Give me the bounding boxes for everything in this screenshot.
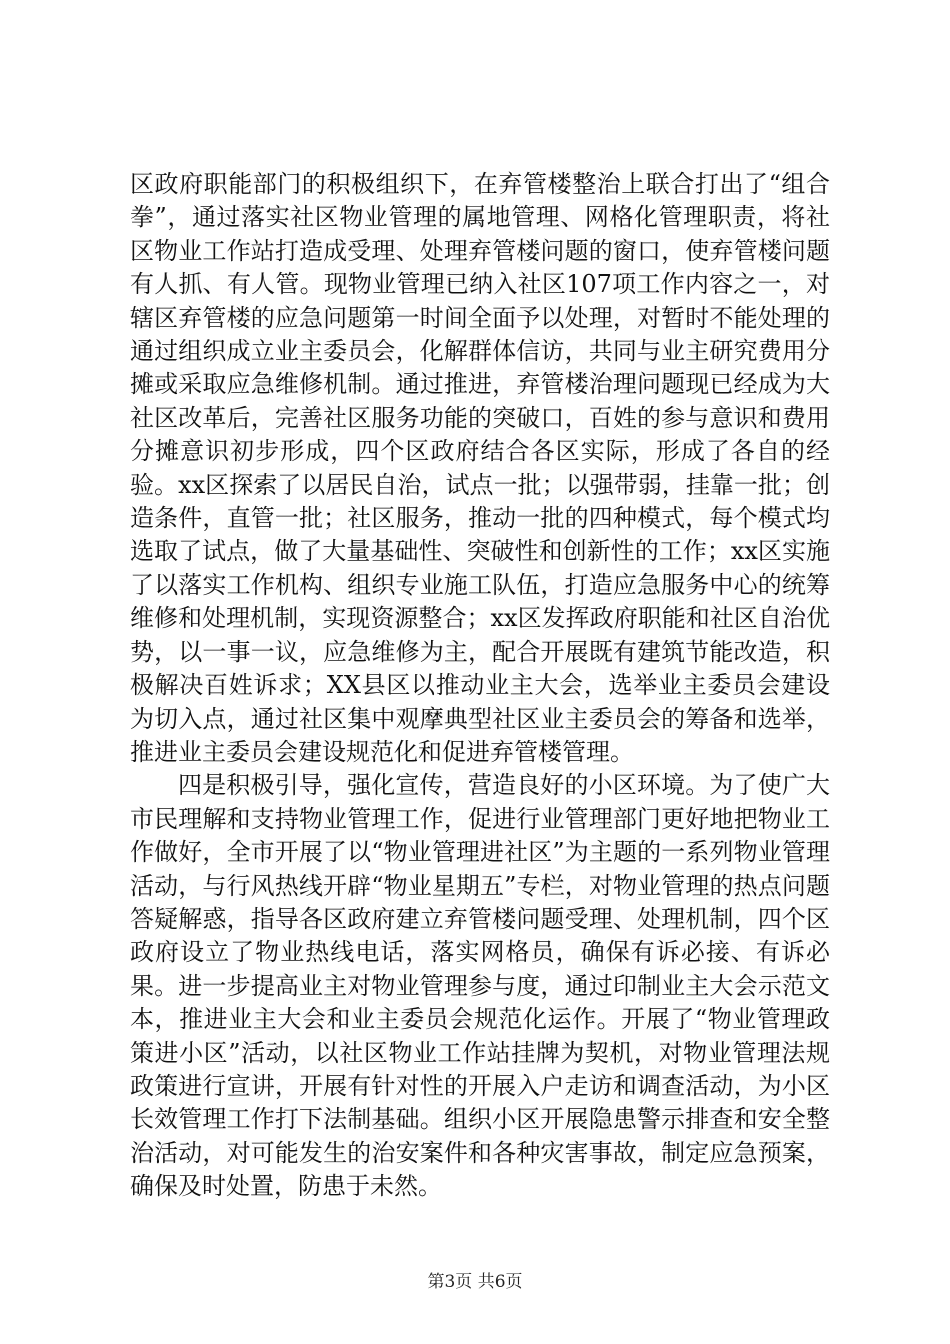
paragraph-2: 四是积极引导，强化宣传，营造良好的小区环境。为了使广大市民理解和支持物业管理工作，促进行业管理部门更好地把物业工作做好，全市开展了以“物业管理进社区”为主题的一系列物业管理活动，与行风热线开辟“物业星期五”专栏，对物业管理的热点问题答疑解惑，指导各区政府建立弃管楼问题受理、处理机制，四个区政府设立了物业热线电话，落实网格员，确保有诉必接、有诉必果。进一步提高业主对物业管理参与度，通过印制业主大会示范文本，推进业主大会和业主委员会规范化运作。开展了“物业管理政策进小区”活动，以社区物业工作站挂牌为契机，对物业管理法规政策进行宣讲，开展有针对性的开展入户走访和调查活动，为小区长效管理工作打下法制基础。组织小区开展隐患警示排查和安全整治活动，对可能发生的治安案件和各种灾害事故，制定应急预案，确保及时处置，防患于未然。 [130,771,830,1201]
page-footer: 第3页 共6页 [427,1272,523,1292]
paragraph-1: 区政府职能部门的积极组织下，在弃管楼整治上联合打出了“组合拳”，通过落实社区物业管理的属地管理、网格化管理职责，将社区物业工作站打造成受理、处理弃管楼问题的窗口，使弃管楼问题有人抓、有人管。现物业管理已纳入社区107项工作内容之一，对辖区弃管楼的应急问题第一时间全面予以处理，对暂时不能处理的通过组织成立业主委员会，化解群体信访，共同与业主研究费用分摊或采取应急维修机制。通过推进，弃管楼治理问题现已经成为大社区改革后，完善社区服务功能的突破口，百姓的参与意识和费用分摊意识初步形成，四个区政府结合各区实际，形成了各自的经验。xx区探索了以居民自治，试点一批；以强带弱，挂靠一批；创造条件，直管一批；社区服务，推动一批的四种模式，每个模式均选取了试点，做了大量基础性、突破性和创新性的工作；xx区实施了以落实工作机构、组织专业施工队伍，打造应急服务中心的统筹维修和处理机制，实现资源整合；xx区发挥政府职能和社区自治优势，以一事一议，应急维修为主，配合开展既有建筑节能改造，积极解决百姓诉求；XX县区以推动业主大会，选举业主委员会建设为切入点，通过社区集中观摩典型社区业主委员会的筹备和选举，推进业主委员会建设规范化和促进弃管楼管理。 [130,170,830,766]
document-body [130,168,830,1204]
